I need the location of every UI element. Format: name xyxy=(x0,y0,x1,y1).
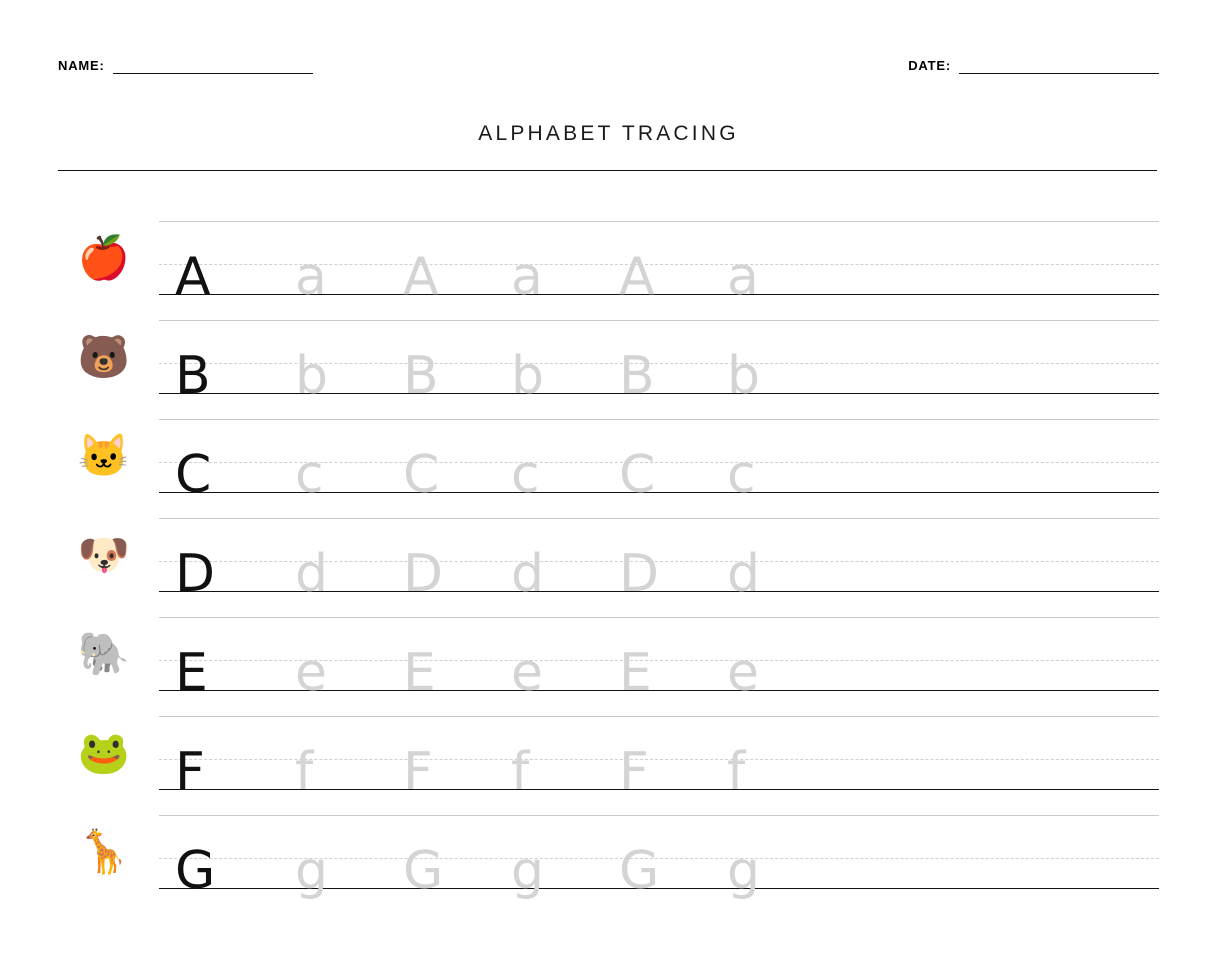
elephant-emoji: 🐘 xyxy=(77,629,131,677)
guide-lines xyxy=(159,703,1159,802)
trace-letter: a xyxy=(511,247,543,307)
trace-letter: c xyxy=(295,445,324,505)
model-letter: E xyxy=(175,643,208,703)
trace-letter: f xyxy=(727,742,746,802)
trace-letter: d xyxy=(727,544,761,604)
title-divider xyxy=(58,170,1157,171)
name-field[interactable] xyxy=(58,58,313,74)
model-letter: C xyxy=(175,445,212,505)
letter-strip xyxy=(175,802,1159,901)
model-letter: D xyxy=(175,544,216,604)
trace-letter: F xyxy=(403,742,433,802)
trace-letter: B xyxy=(619,346,655,406)
trace-letter: E xyxy=(619,643,652,703)
worksheet-header xyxy=(58,58,1159,86)
trace-letter: g xyxy=(727,841,761,901)
table-row xyxy=(58,406,1159,505)
trace-letter: e xyxy=(295,643,327,703)
model-letter: B xyxy=(175,346,211,406)
frog-emoji: 🐸 xyxy=(77,728,131,776)
name-label: NAME: xyxy=(58,58,105,73)
trace-letter: b xyxy=(727,346,761,406)
letter-strip xyxy=(175,604,1159,703)
guide-lines xyxy=(159,406,1159,505)
trace-letter: A xyxy=(403,247,439,307)
table-row xyxy=(58,604,1159,703)
trace-letter: f xyxy=(295,742,314,802)
tracing-rows xyxy=(58,208,1159,901)
trace-letter: C xyxy=(619,445,656,505)
trace-letter: G xyxy=(403,841,444,901)
trace-letter: C xyxy=(403,445,440,505)
trace-letter: d xyxy=(295,544,329,604)
trace-letter: e xyxy=(727,643,759,703)
letter-strip xyxy=(175,505,1159,604)
trace-letter: B xyxy=(403,346,439,406)
trace-letter: F xyxy=(619,742,649,802)
page-title: ALPHABET TRACING xyxy=(478,122,739,145)
trace-letter: d xyxy=(511,544,545,604)
table-row xyxy=(58,802,1159,901)
trace-letter: f xyxy=(511,742,530,802)
guide-lines xyxy=(159,505,1159,604)
trace-letter: A xyxy=(619,247,655,307)
trace-letter: b xyxy=(295,346,329,406)
guide-lines xyxy=(159,307,1159,406)
trace-letter: a xyxy=(295,247,327,307)
apple-emoji: 🍎 xyxy=(77,233,131,281)
letter-strip xyxy=(175,307,1159,406)
giraffe-emoji: 🦒 xyxy=(77,827,131,875)
letter-strip xyxy=(175,703,1159,802)
name-write-line[interactable] xyxy=(113,59,313,74)
trace-letter: D xyxy=(619,544,660,604)
trace-letter: G xyxy=(619,841,660,901)
model-letter: G xyxy=(175,841,216,901)
table-row xyxy=(58,208,1159,307)
letter-strip xyxy=(175,208,1159,307)
bear-emoji: 🐻 xyxy=(77,332,131,380)
table-row xyxy=(58,307,1159,406)
trace-letter: g xyxy=(295,841,329,901)
guide-lines xyxy=(159,208,1159,307)
guide-lines xyxy=(159,802,1159,901)
trace-letter: b xyxy=(511,346,545,406)
table-row xyxy=(58,505,1159,604)
trace-letter: D xyxy=(403,544,444,604)
table-row xyxy=(58,703,1159,802)
trace-letter: a xyxy=(727,247,759,307)
trace-letter: c xyxy=(511,445,540,505)
date-label: DATE: xyxy=(908,58,951,73)
letter-strip xyxy=(175,406,1159,505)
date-field[interactable] xyxy=(908,58,1159,74)
model-letter: F xyxy=(175,742,205,802)
date-write-line[interactable] xyxy=(959,59,1159,74)
trace-letter: c xyxy=(727,445,756,505)
model-letter: A xyxy=(175,247,211,307)
trace-letter: e xyxy=(511,643,543,703)
dog-emoji: 🐶 xyxy=(77,530,131,578)
cat-emoji: 🐱 xyxy=(77,431,131,479)
guide-lines xyxy=(159,604,1159,703)
trace-letter: E xyxy=(403,643,436,703)
trace-letter: g xyxy=(511,841,545,901)
